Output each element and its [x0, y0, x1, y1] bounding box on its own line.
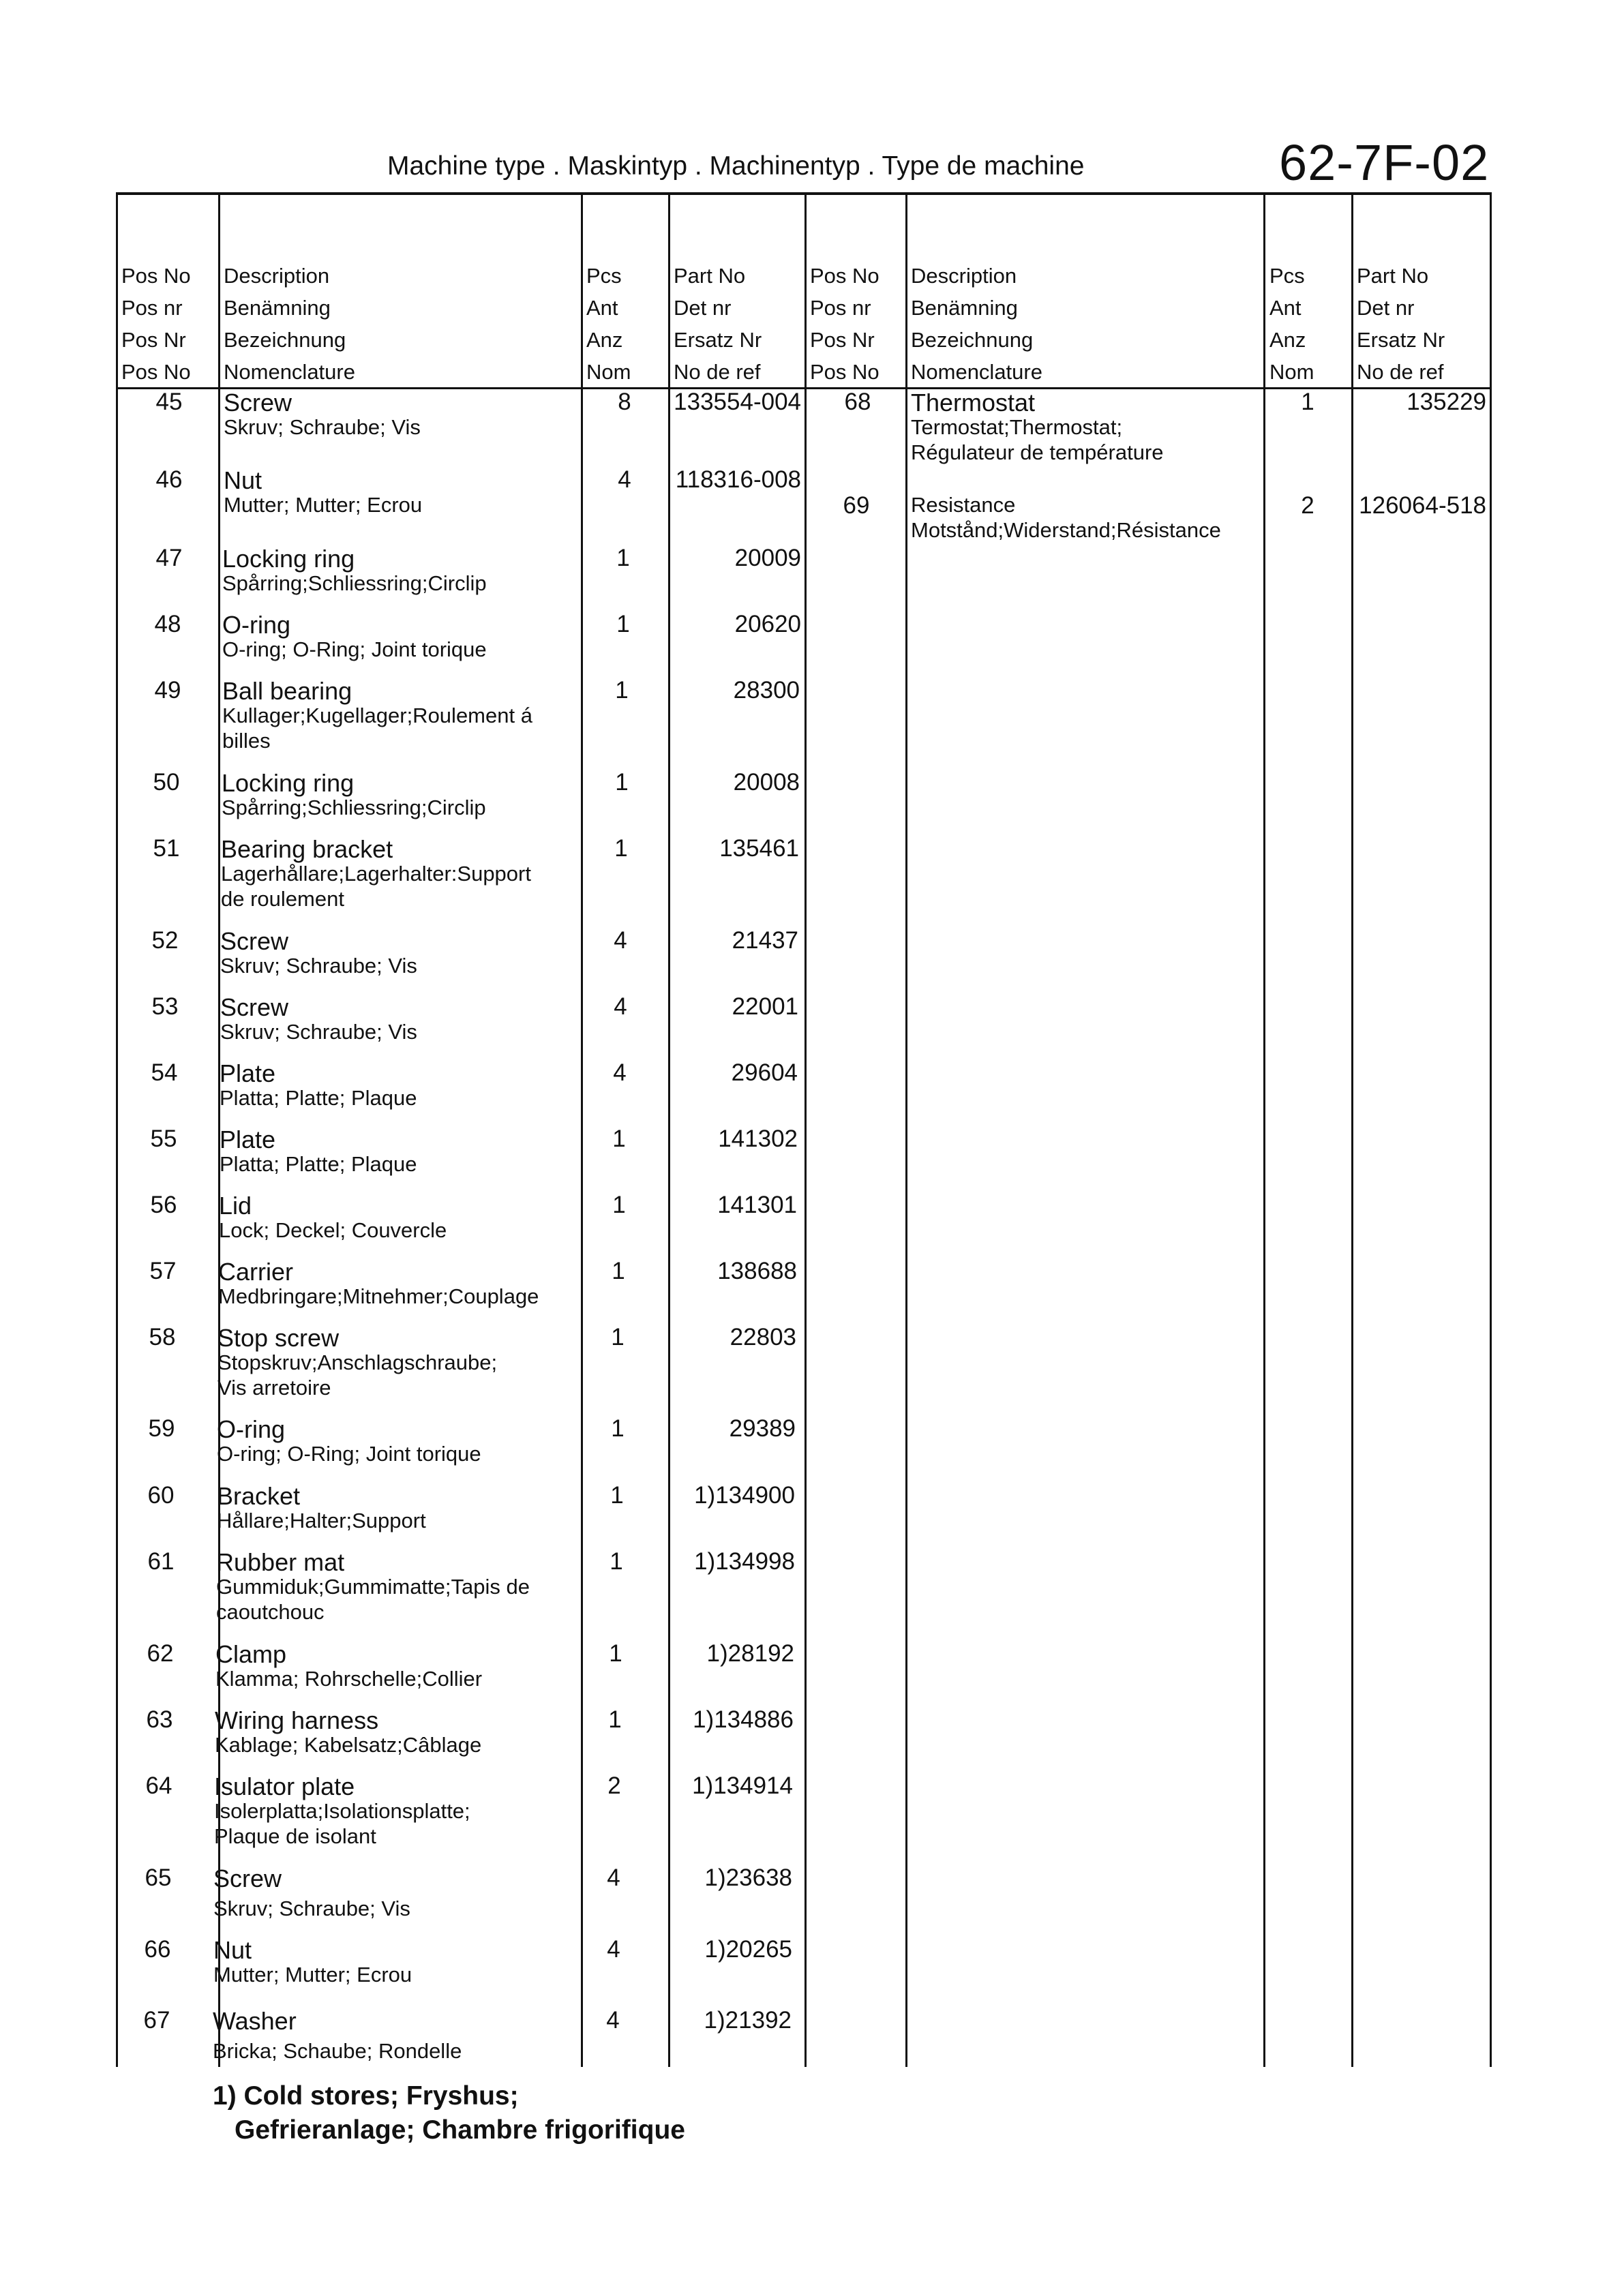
- header-pcs-fr: Nom: [1269, 360, 1314, 384]
- row-part-no: 20008: [733, 769, 800, 796]
- row-part-no: 1)20265: [704, 1936, 792, 1963]
- header-pos-en: Pos No: [810, 264, 879, 288]
- row-pcs: 1: [614, 835, 628, 862]
- row-translations: Platta; Platte; Plaque: [220, 1086, 417, 1110]
- row-pcs: 1: [610, 1482, 624, 1509]
- row-pcs: 4: [607, 1864, 620, 1891]
- row-pcs: 4: [614, 927, 627, 954]
- header-part-en: Part No: [1357, 264, 1429, 288]
- header-pcs-sv: Ant: [586, 296, 618, 320]
- header-desc-de: Bezeichnung: [911, 328, 1034, 352]
- row-translations: Mutter; Mutter; Ecrou: [213, 1963, 412, 1987]
- row-pcs: 1: [616, 611, 630, 637]
- row-name: Ball bearing: [222, 677, 352, 705]
- header-pcs-en: Pcs: [1269, 264, 1305, 288]
- row-pos: 54: [151, 1059, 178, 1086]
- row-name: Screw: [224, 389, 292, 417]
- row-pos: 46: [155, 466, 183, 493]
- row-name: Locking ring: [222, 545, 355, 573]
- row-pos: 45: [155, 389, 183, 415]
- row-name: Locking ring: [222, 769, 355, 797]
- header-pcs-fr: Nom: [586, 360, 631, 384]
- row-pos: 64: [145, 1772, 172, 1799]
- row-part-no: 1)134886: [693, 1706, 794, 1733]
- row-part-no: 118316-008: [675, 466, 801, 493]
- row-pos: 51: [153, 835, 180, 862]
- row-translations: Kullager;Kugellager;Roulement á billes: [222, 704, 532, 753]
- row-translations: Resistance Motstånd;Widerstand;Résistance: [911, 493, 1221, 542]
- col-line-desc-pcs-right: [1263, 192, 1265, 2067]
- row-pcs: 1: [611, 1324, 625, 1350]
- row-name: Screw: [220, 927, 289, 955]
- header-pos-sv: Pos nr: [121, 296, 183, 320]
- header-desc-fr: Nomenclature: [224, 360, 355, 384]
- row-translations: O-ring; O-Ring; Joint torique: [222, 637, 487, 661]
- header-part-de: Ersatz Nr: [674, 328, 762, 352]
- row-part-no: 22001: [732, 993, 798, 1020]
- row-translations: Lock; Deckel; Couvercle: [219, 1218, 447, 1242]
- row-pcs: 1: [615, 677, 629, 704]
- row-pos: 68: [844, 389, 871, 415]
- row-name: Bracket: [217, 1482, 301, 1510]
- row-pos: 56: [150, 1192, 177, 1218]
- header-pcs-sv: Ant: [1269, 296, 1302, 320]
- row-pcs: 1: [611, 1415, 625, 1442]
- row-pos: 47: [155, 545, 183, 571]
- row-pcs: 1: [612, 1126, 626, 1152]
- footnote-line-2: Gefrieranlage; Chambre frigorifique: [235, 2115, 685, 2145]
- header-description-right: [911, 260, 1042, 388]
- header-desc-sv: Benämning: [911, 296, 1018, 320]
- row-name: Plate: [220, 1059, 276, 1087]
- row-pos: 66: [144, 1936, 171, 1963]
- row-translations: Stopskruv;Anschlagschraube; Vis arretoire: [217, 1350, 498, 1400]
- row-pcs: 8: [618, 389, 631, 415]
- row-name: Carrier: [218, 1258, 294, 1286]
- row-part-no: 141301: [717, 1192, 797, 1218]
- row-pos: 60: [147, 1482, 175, 1509]
- row-pcs: 4: [618, 466, 631, 493]
- row-pcs: 1: [608, 1706, 622, 1733]
- row-translations: Spårring;Schliessring;Circlip: [222, 796, 486, 819]
- row-part-no: 135229: [1407, 389, 1486, 415]
- header-pcs-en: Pcs: [586, 264, 622, 288]
- header-part-fr: No de ref: [1357, 360, 1444, 384]
- row-translations: Skruv; Schraube; Vis: [213, 1897, 410, 1920]
- row-pcs: 1: [612, 1258, 625, 1284]
- header-part-de: Ersatz Nr: [1357, 328, 1445, 352]
- row-pos: 69: [843, 492, 870, 519]
- row-name: Nut: [224, 466, 262, 494]
- row-translations: Kablage; Kabelsatz;Câblage: [215, 1733, 482, 1757]
- row-translations: Hållare;Halter;Support: [217, 1509, 426, 1532]
- header-part-sv: Det nr: [674, 296, 732, 320]
- row-translations: Gummiduk;Gummimatte;Tapis de caoutchouc: [216, 1575, 530, 1624]
- header-pos-fr: Pos No: [121, 360, 191, 384]
- row-translations: Skruv; Schraube; Vis: [220, 954, 417, 978]
- row-name: Clamp: [215, 1640, 287, 1668]
- row-pcs: 4: [614, 993, 627, 1020]
- header-part-right: [1357, 260, 1445, 388]
- header-desc-sv: Benämning: [224, 296, 331, 320]
- header-pcs-de: Anz: [586, 328, 623, 352]
- row-pcs: 2: [607, 1772, 621, 1799]
- row-pcs: 4: [613, 1059, 627, 1086]
- col-line-desc-pcs: [581, 192, 583, 2067]
- row-name: Bearing bracket: [221, 835, 393, 863]
- row-translations: Bricka; Schaube; Rondelle: [213, 2039, 462, 2063]
- header-pcs-right: [1269, 260, 1314, 388]
- row-pos: 53: [151, 993, 179, 1020]
- row-name: Washer: [213, 2007, 297, 2035]
- row-part-no: 20620: [734, 611, 801, 637]
- header-pos-sv: Pos nr: [810, 296, 871, 320]
- row-translations: Platta; Platte; Plaque: [220, 1152, 417, 1176]
- row-part-no: 29389: [729, 1415, 796, 1442]
- row-part-no: 1)134914: [692, 1772, 793, 1799]
- row-name: Thermostat: [911, 389, 1036, 417]
- row-pos: 65: [145, 1864, 172, 1891]
- row-part-no: 28300: [733, 677, 800, 704]
- header-desc-de: Bezeichnung: [224, 328, 346, 352]
- header-pos-de: Pos Nr: [810, 328, 875, 352]
- row-part-no: 1)134900: [694, 1482, 795, 1509]
- header-desc-en: Description: [224, 264, 330, 288]
- header-description-left: [224, 260, 355, 388]
- row-translations: Lagerhållare;Lagerhalter:Support de roulement: [221, 862, 531, 911]
- footnote-line-1: 1) Cold stores; Fryshus;: [213, 2081, 519, 2111]
- row-part-no: 21437: [732, 927, 798, 954]
- row-part-no: 1)134998: [694, 1548, 795, 1575]
- row-part-no: 133554-004: [674, 389, 801, 415]
- row-pos: 55: [150, 1126, 177, 1152]
- row-translations: Mutter; Mutter; Ecrou: [224, 493, 423, 517]
- row-part-no: 135461: [719, 835, 799, 862]
- row-pos: 63: [146, 1706, 173, 1733]
- header-pos-en: Pos No: [121, 264, 191, 288]
- row-name: Wiring harness: [215, 1706, 379, 1734]
- row-name: Lid: [219, 1192, 252, 1220]
- row-name: O-ring: [222, 611, 291, 639]
- table-top-border: [116, 192, 811, 195]
- row-part-no: 141302: [718, 1126, 798, 1152]
- col-line-right: [1490, 192, 1492, 2067]
- row-pos: 50: [153, 769, 180, 796]
- row-part-no: 138688: [717, 1258, 797, 1284]
- row-part-no: 29604: [731, 1059, 798, 1086]
- row-pcs: 4: [607, 1936, 620, 1963]
- header-desc-fr: Nomenclature: [911, 360, 1042, 384]
- header-part-sv: Det nr: [1357, 296, 1415, 320]
- row-name: Isulator plate: [214, 1772, 355, 1800]
- row-pos: 57: [149, 1258, 177, 1284]
- row-name: Nut: [213, 1936, 252, 1964]
- row-name: Stop screw: [217, 1324, 340, 1352]
- header-desc-en: Description: [911, 264, 1017, 288]
- header-pos-left: [121, 260, 191, 388]
- header-pcs-de: Anz: [1269, 328, 1306, 352]
- row-translations: Isolerplatta;Isolationsplatte; Plaque de isolant: [214, 1799, 470, 1848]
- row-translations: Skruv; Schraube; Vis: [220, 1020, 417, 1044]
- row-name: Plate: [220, 1126, 276, 1153]
- row-name: Rubber mat: [216, 1548, 345, 1576]
- col-line-mid: [805, 192, 807, 2067]
- row-pcs: 1: [610, 1548, 623, 1575]
- row-part-no: 126064-518: [1359, 492, 1486, 519]
- table-top-border-right: [811, 192, 1492, 195]
- row-pcs: 4: [606, 2007, 620, 2034]
- row-part-no: 20009: [734, 545, 801, 571]
- row-pcs: 1: [615, 769, 629, 796]
- row-pos: 58: [149, 1324, 176, 1350]
- row-pcs: 1: [616, 545, 630, 571]
- row-pos: 48: [154, 611, 181, 637]
- header-pcs-left: [586, 260, 631, 388]
- row-translations: Skruv; Schraube; Vis: [224, 415, 421, 439]
- row-part-no: 1)28192: [706, 1640, 794, 1667]
- row-pos: 52: [151, 927, 179, 954]
- row-pcs: 1: [609, 1640, 622, 1667]
- row-pos: 67: [143, 2007, 170, 2034]
- row-part-no: 1)23638: [704, 1864, 792, 1891]
- machine-type-label: Machine type . Maskintyp . Machinentyp . Type de machine: [387, 151, 1085, 181]
- header-pos-de: Pos Nr: [121, 328, 186, 352]
- row-pos: 62: [147, 1640, 174, 1667]
- header-part-en: Part No: [674, 264, 746, 288]
- col-line-pos-desc-right: [905, 192, 907, 2067]
- col-line-pcs-part-right: [1351, 192, 1353, 2067]
- row-part-no: 22803: [730, 1324, 796, 1350]
- row-part-no: 1)21392: [704, 2007, 792, 2034]
- row-name: O-ring: [217, 1415, 286, 1443]
- row-translations: O-ring; O-Ring; Joint torique: [217, 1442, 481, 1466]
- row-name: Screw: [213, 1864, 282, 1892]
- row-name: Screw: [220, 993, 289, 1021]
- header-pos-right: [810, 260, 879, 388]
- row-pos: 59: [148, 1415, 175, 1442]
- header-part-left: [674, 260, 762, 388]
- row-pcs: 1: [1301, 389, 1314, 415]
- footnote: [213, 2079, 685, 2147]
- header-part-fr: No de ref: [674, 360, 761, 384]
- row-translations: Klamma; Rohrschelle;Collier: [215, 1667, 483, 1691]
- row-translations: Spårring;Schliessring;Circlip: [222, 571, 487, 595]
- row-translations: Termostat;Thermostat; Régulateur de température: [911, 415, 1164, 464]
- header-pos-fr: Pos No: [810, 360, 879, 384]
- page-code: 62-7F-02: [1279, 134, 1490, 191]
- row-pos: 61: [147, 1548, 175, 1575]
- row-translations: Medbringare;Mitnehmer;Couplage: [218, 1284, 539, 1308]
- row-pcs: 2: [1301, 492, 1314, 519]
- row-pos: 49: [154, 677, 181, 704]
- row-pcs: 1: [612, 1192, 626, 1218]
